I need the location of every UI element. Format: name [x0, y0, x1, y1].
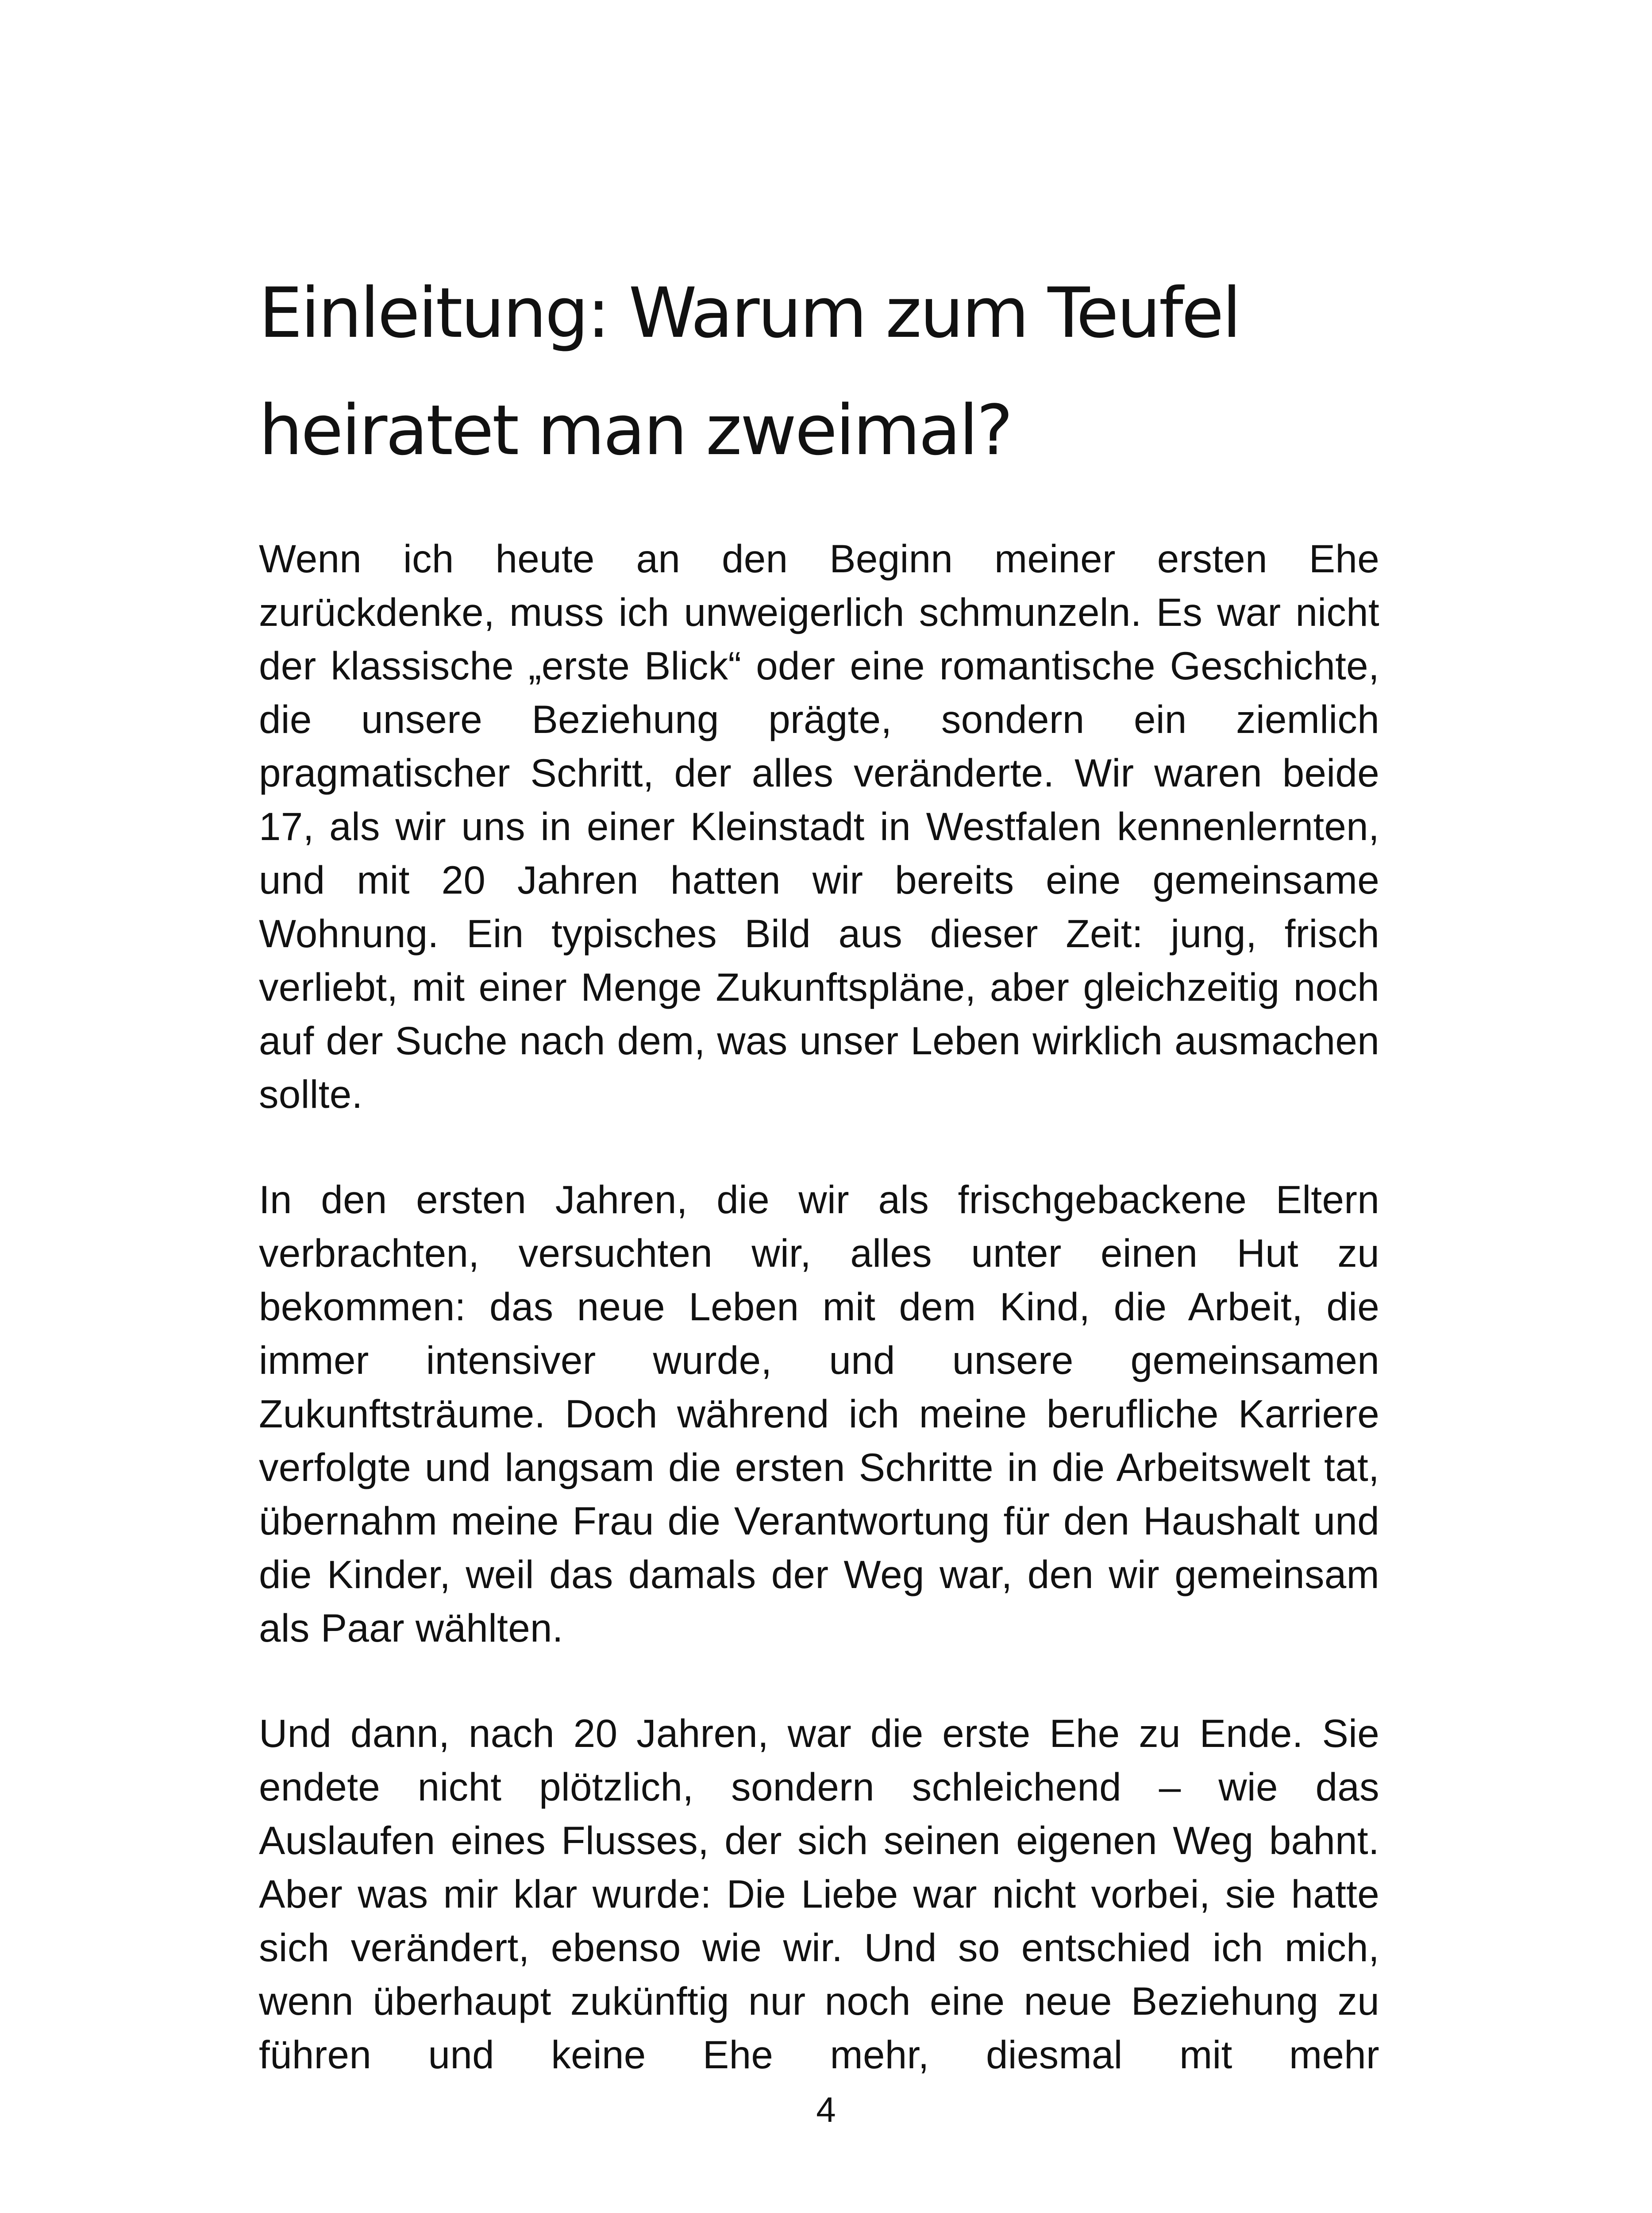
paragraph-1: Wenn ich heute an den Beginn meiner ersten Ehe zurückdenke, muss ich unweigerlich schmunzeln. Es war nicht der klassische „erste Blick“ oder eine romantische Geschichte, die unsere Beziehung prägte, sondern ein ziemlich pragmatischer Schritt, der alles veränderte. Wir waren beide 17, als wir uns in einer Kleinstadt in Westfalen kennenlernten, und mit 20 Jahren hatten wir bereits eine gemeinsame Wohnung. Ein typisches Bild aus dieser Zeit: jung, frisch verliebt, mit einer Menge Zukunftspläne, aber gleichzeitig noch auf der Suche nach dem, was unser Leben wirklich ausmachen sollte. — [259, 536, 1379, 1116]
chapter-heading: Einleitung: Warum zum Teufel heiratet man zweimal? — [259, 273, 1240, 470]
page-number: 4 — [816, 2090, 836, 2129]
paragraph-3: Und dann, nach 20 Jahren, war die erste Ehe zu Ende. Sie endete nicht plötzlich, sondern schleichend – wie das Auslaufen eines Flusses, der sich seinen eigenen Weg bahnt. Aber was mir klar wurde: Die Liebe war nicht vorbei, sie hatte sich verändert, ebenso wie wir. Und so entschied ich mich, wenn überhaupt zukünftig nur noch eine neue Beziehung zu führen und keine Ehe mehr, diesmal mit mehr — [259, 1711, 1379, 2077]
paragraph-2: In den ersten Jahren, die wir als frischgebackene Eltern verbrachten, versuchten wir, alles unter einen Hut zu bekommen: das neue Leben mit dem Kind, die Arbeit, die immer intensiver wurde, und unsere gemeinsamen Zukunftsträume. Doch während ich meine berufliche Karriere verfolgte und langsam die ersten Schritte in die Arbeitswelt tat, übernahm meine Frau die Verantwortung für den Haushalt und die Kinder, weil das damals der Weg war, den wir gemeinsam als Paar wählten. — [259, 1177, 1379, 1650]
page-content — [259, 254, 1379, 2133]
body-text — [259, 532, 1379, 2082]
